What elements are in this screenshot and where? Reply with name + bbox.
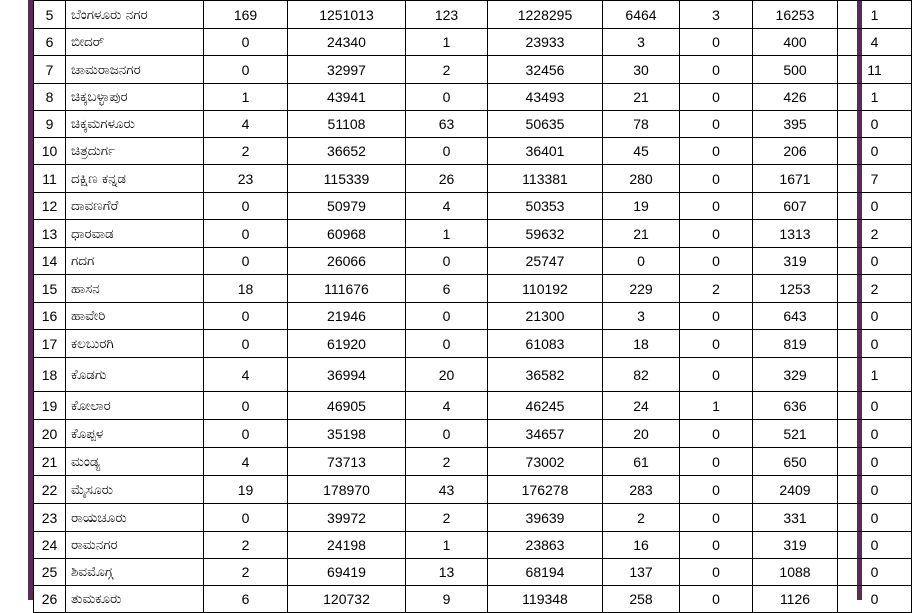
value-cell: 0 [838,392,912,420]
table-row [34,275,912,303]
district-name: ಕೊಡಗು [66,358,204,392]
value-cell: 26066 [288,248,406,275]
table-row [34,420,912,448]
value-cell: 0 [406,84,488,111]
value-cell: 0 [838,193,912,220]
value-cell: 643 [753,303,838,330]
serial-number: 5 [34,1,66,29]
value-cell: 19 [204,476,288,504]
value-cell: 0 [603,248,680,275]
value-cell: 258 [603,586,680,613]
value-cell: 283 [603,476,680,504]
value-cell: 636 [753,392,838,420]
value-cell: 1088 [753,559,838,586]
value-cell: 395 [753,111,838,138]
serial-number: 10 [34,138,66,165]
value-cell: 0 [204,504,288,532]
value-cell: 176278 [488,476,603,504]
value-cell: 36401 [488,138,603,165]
value-cell: 280 [603,165,680,193]
value-cell: 0 [406,303,488,330]
value-cell: 0 [406,138,488,165]
serial-number: 8 [34,84,66,111]
value-cell: 1253 [753,275,838,303]
value-cell: 1 [406,220,488,248]
value-cell: 0 [204,392,288,420]
value-cell: 319 [753,532,838,559]
value-cell: 61920 [288,330,406,358]
table-row [34,29,912,56]
value-cell: 0 [838,559,912,586]
value-cell: 0 [680,138,753,165]
value-cell: 0 [680,448,753,476]
value-cell: 36582 [488,358,603,392]
value-cell: 2 [838,275,912,303]
value-cell: 43493 [488,84,603,111]
value-cell: 3 [680,1,753,29]
value-cell: 24340 [288,29,406,56]
value-cell: 60968 [288,220,406,248]
value-cell: 0 [680,84,753,111]
district-name: ಚಿಕ್ಕಬಳ್ಳಾಪುರ [66,84,204,111]
value-cell: 4 [406,193,488,220]
value-cell: 2 [406,504,488,532]
value-cell: 137 [603,559,680,586]
value-cell: 0 [680,330,753,358]
value-cell: 21946 [288,303,406,330]
value-cell: 35198 [288,420,406,448]
value-cell: 0 [680,248,753,275]
value-cell: 4 [204,111,288,138]
value-cell: 2 [204,559,288,586]
value-cell: 0 [838,248,912,275]
district-name: ದಾವಣಗೆರೆ [66,193,204,220]
value-cell: 0 [680,504,753,532]
district-name: ಕೊಪ್ಪಳ [66,420,204,448]
value-cell: 0 [680,29,753,56]
value-cell: 21 [603,84,680,111]
value-cell: 2 [204,138,288,165]
serial-number: 9 [34,111,66,138]
value-cell: 0 [406,248,488,275]
serial-number: 21 [34,448,66,476]
serial-number: 17 [34,330,66,358]
value-cell: 21300 [488,303,603,330]
value-cell: 20 [603,420,680,448]
value-cell: 46905 [288,392,406,420]
value-cell: 0 [680,303,753,330]
value-cell: 61 [603,448,680,476]
serial-number: 20 [34,420,66,448]
district-name: ದಕ್ಷಿಣ ಕನ್ನಡ [66,165,204,193]
value-cell: 9 [406,586,488,613]
value-cell: 319 [753,248,838,275]
value-cell: 607 [753,193,838,220]
document-page [33,0,882,607]
value-cell: 1126 [753,586,838,613]
value-cell: 50979 [288,193,406,220]
value-cell: 169 [204,1,288,29]
value-cell: 61083 [488,330,603,358]
value-cell: 18 [603,330,680,358]
value-cell: 0 [680,559,753,586]
serial-number: 13 [34,220,66,248]
value-cell: 32997 [288,56,406,84]
value-cell: 50353 [488,193,603,220]
value-cell: 4 [204,448,288,476]
table-row [34,56,912,84]
district-name: ರಾಯಚೂರು [66,504,204,532]
district-name: ಶಿವಮೊಗ್ಗ [66,559,204,586]
serial-number: 14 [34,248,66,275]
value-cell: 229 [603,275,680,303]
value-cell: 59632 [488,220,603,248]
serial-number: 19 [34,392,66,420]
value-cell: 2 [603,504,680,532]
value-cell: 2 [204,532,288,559]
value-cell: 1 [406,29,488,56]
value-cell: 115339 [288,165,406,193]
table-row [34,220,912,248]
value-cell: 0 [838,330,912,358]
value-cell: 13 [406,559,488,586]
value-cell: 4 [406,392,488,420]
value-cell: 2409 [753,476,838,504]
district-name: ಹಾಸನ [66,275,204,303]
value-cell: 68194 [488,559,603,586]
value-cell: 25747 [488,248,603,275]
serial-number: 11 [34,165,66,193]
value-cell: 0 [838,476,912,504]
table-row [34,559,912,586]
value-cell: 0 [680,532,753,559]
district-name: ಕೋಲಾರ [66,392,204,420]
value-cell: 0 [204,56,288,84]
value-cell: 4 [838,29,912,56]
table-row [34,84,912,111]
value-cell: 2 [838,220,912,248]
serial-number: 18 [34,358,66,392]
value-cell: 46245 [488,392,603,420]
value-cell: 0 [204,220,288,248]
serial-number: 23 [34,504,66,532]
value-cell: 24198 [288,532,406,559]
value-cell: 78 [603,111,680,138]
value-cell: 1671 [753,165,838,193]
table-row [34,586,912,613]
table-row [34,138,912,165]
value-cell: 0 [838,420,912,448]
district-name: ರಾಮನಗರ [66,532,204,559]
value-cell: 73002 [488,448,603,476]
value-cell: 0 [406,330,488,358]
district-name: ಹಾವೇರಿ [66,303,204,330]
table-row [34,448,912,476]
value-cell: 113381 [488,165,603,193]
value-cell: 23 [204,165,288,193]
value-cell: 1251013 [288,1,406,29]
district-name: ಕಲಬುರಗಿ [66,330,204,358]
value-cell: 36994 [288,358,406,392]
district-cases-table [33,0,912,613]
table-row [34,248,912,275]
value-cell: 119348 [488,586,603,613]
value-cell: 206 [753,138,838,165]
value-cell: 0 [838,586,912,613]
value-cell: 51108 [288,111,406,138]
serial-number: 6 [34,29,66,56]
district-name: ಮೈಸೂರು [66,476,204,504]
value-cell: 2 [406,448,488,476]
value-cell: 1 [680,392,753,420]
value-cell: 63 [406,111,488,138]
table-row [34,330,912,358]
value-cell: 45 [603,138,680,165]
value-cell: 0 [838,111,912,138]
value-cell: 0 [680,111,753,138]
serial-number: 15 [34,275,66,303]
value-cell: 178970 [288,476,406,504]
value-cell: 1 [838,1,912,29]
value-cell: 819 [753,330,838,358]
table-row [34,111,912,138]
value-cell: 39972 [288,504,406,532]
table-row [34,303,912,330]
serial-number: 24 [34,532,66,559]
value-cell: 32456 [488,56,603,84]
district-name: ಚಿತ್ರದುರ್ಗ [66,138,204,165]
value-cell: 331 [753,504,838,532]
value-cell: 111676 [288,275,406,303]
value-cell: 2 [680,275,753,303]
district-name: ಬೀದರ್ [66,29,204,56]
value-cell: 500 [753,56,838,84]
value-cell: 0 [838,532,912,559]
value-cell: 0 [204,303,288,330]
value-cell: 43941 [288,84,406,111]
value-cell: 18 [204,275,288,303]
value-cell: 3 [603,303,680,330]
value-cell: 26 [406,165,488,193]
value-cell: 21 [603,220,680,248]
value-cell: 123 [406,1,488,29]
serial-number: 22 [34,476,66,504]
serial-number: 26 [34,586,66,613]
value-cell: 43 [406,476,488,504]
value-cell: 521 [753,420,838,448]
value-cell: 0 [680,193,753,220]
value-cell: 1 [838,358,912,392]
value-cell: 36652 [288,138,406,165]
value-cell: 120732 [288,586,406,613]
value-cell: 82 [603,358,680,392]
value-cell: 4 [204,358,288,392]
value-cell: 0 [680,586,753,613]
table-row [34,1,912,29]
value-cell: 0 [680,420,753,448]
value-cell: 0 [680,358,753,392]
value-cell: 650 [753,448,838,476]
table-row [34,532,912,559]
value-cell: 0 [204,193,288,220]
value-cell: 1 [406,532,488,559]
value-cell: 329 [753,358,838,392]
serial-number: 16 [34,303,66,330]
value-cell: 7 [838,165,912,193]
value-cell: 6464 [603,1,680,29]
value-cell: 39639 [488,504,603,532]
table-row [34,476,912,504]
value-cell: 0 [204,420,288,448]
value-cell: 0 [838,303,912,330]
district-name: ಧಾರವಾಡ [66,220,204,248]
value-cell: 110192 [488,275,603,303]
value-cell: 400 [753,29,838,56]
value-cell: 16253 [753,1,838,29]
value-cell: 426 [753,84,838,111]
serial-number: 12 [34,193,66,220]
value-cell: 0 [204,248,288,275]
value-cell: 20 [406,358,488,392]
table-row [34,193,912,220]
value-cell: 0 [406,420,488,448]
value-cell: 2 [406,56,488,84]
value-cell: 24 [603,392,680,420]
value-cell: 50635 [488,111,603,138]
value-cell: 0 [680,476,753,504]
serial-number: 7 [34,56,66,84]
value-cell: 11 [838,56,912,84]
value-cell: 1228295 [488,1,603,29]
value-cell: 30 [603,56,680,84]
value-cell: 0 [838,504,912,532]
value-cell: 19 [603,193,680,220]
value-cell: 0 [204,29,288,56]
value-cell: 3 [603,29,680,56]
value-cell: 1 [838,84,912,111]
value-cell: 69419 [288,559,406,586]
value-cell: 1 [204,84,288,111]
value-cell: 6 [406,275,488,303]
value-cell: 0 [838,138,912,165]
table-row [34,392,912,420]
value-cell: 0 [680,220,753,248]
table-row [34,504,912,532]
value-cell: 0 [204,330,288,358]
value-cell: 0 [838,448,912,476]
table-row [34,358,912,392]
value-cell: 23863 [488,532,603,559]
value-cell: 1313 [753,220,838,248]
table-row [34,165,912,193]
district-name: ತುಮಕೂರು [66,586,204,613]
serial-number: 25 [34,559,66,586]
value-cell: 16 [603,532,680,559]
district-name: ಮಂಡ್ಯ [66,448,204,476]
value-cell: 6 [204,586,288,613]
value-cell: 34657 [488,420,603,448]
district-name: ಚಾಮರಾಜನಗರ [66,56,204,84]
value-cell: 23933 [488,29,603,56]
district-name: ಗದಗ [66,248,204,275]
value-cell: 73713 [288,448,406,476]
value-cell: 0 [680,165,753,193]
value-cell: 0 [680,56,753,84]
district-name: ಚಿಕ್ಕಮಗಳೂರು [66,111,204,138]
district-name: ಬೆಂಗಳೂರು ನಗರ [66,1,204,29]
